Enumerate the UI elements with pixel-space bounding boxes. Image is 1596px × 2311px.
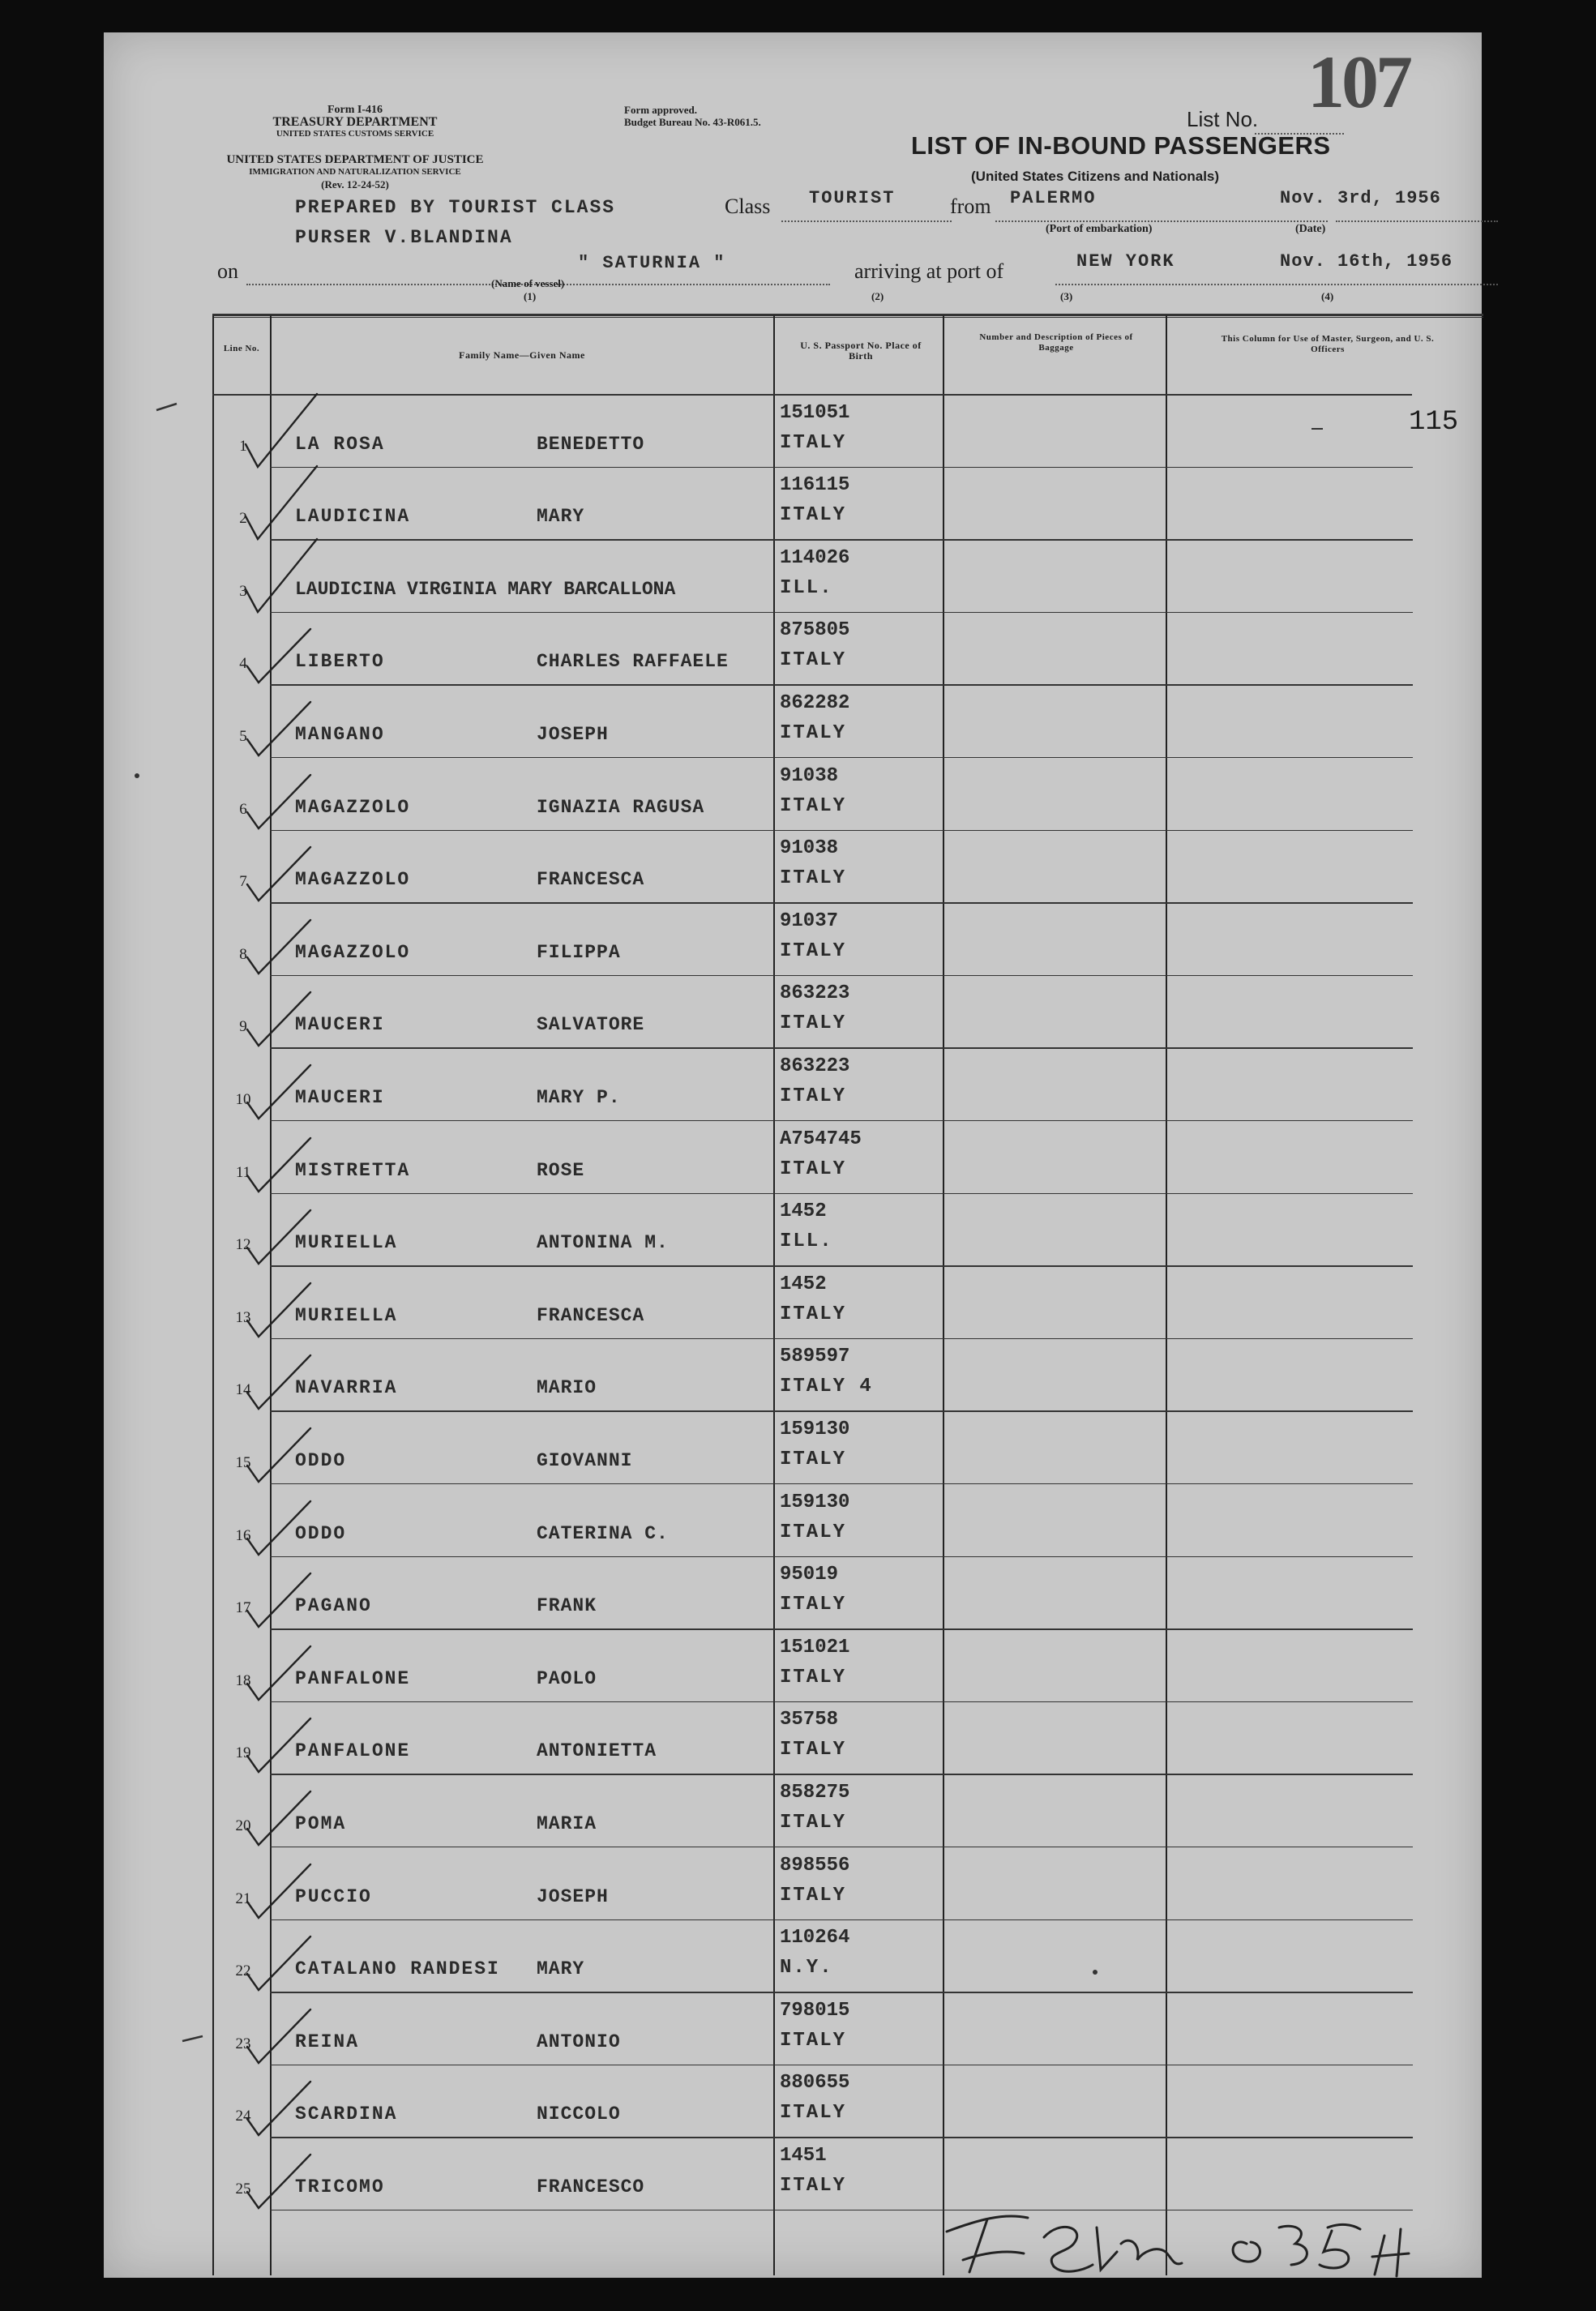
passport-number: 116115 <box>780 474 850 497</box>
passport-number: 880655 <box>780 2072 850 2095</box>
table-row <box>104 1412 1482 1485</box>
table-row <box>104 1485 1482 1558</box>
place-of-birth: ITALY <box>780 1521 847 1543</box>
table-row <box>104 686 1482 759</box>
passport-number: 1451 <box>780 2144 827 2167</box>
passport-number: 151021 <box>780 1636 850 1658</box>
date-caption: (Date) <box>1295 223 1326 235</box>
place-of-birth: ITALY <box>780 2174 847 2197</box>
col-baggage: Number and Description of Pieces of Baggage <box>979 332 1133 353</box>
place-of-birth: ITALY <box>780 721 847 744</box>
line-number: 4 <box>239 655 247 673</box>
passport-number: 91038 <box>780 764 839 787</box>
class-label: Class <box>725 195 771 218</box>
table-row <box>104 1267 1482 1340</box>
line-number: 10 <box>235 1090 251 1108</box>
table-row <box>104 1195 1482 1268</box>
table-row <box>104 1993 1482 2066</box>
given-name: ANTONIO <box>537 2031 621 2052</box>
list-no-value: 107 <box>1307 41 1410 123</box>
margin-mark <box>178 2026 211 2051</box>
place-of-birth: ITALY <box>780 2029 847 2052</box>
line-number: 14 <box>235 1381 251 1399</box>
line-number: 19 <box>235 1744 251 1762</box>
table-row <box>104 469 1482 541</box>
table-row <box>104 1340 1482 1413</box>
passport-number: 159130 <box>780 1491 850 1513</box>
given-name: FILIPPA <box>537 941 621 963</box>
line-number: 18 <box>235 1671 251 1689</box>
family-name: REINA <box>295 2031 360 2052</box>
line-number: 6 <box>239 800 247 818</box>
passport-number: 862282 <box>780 691 850 714</box>
place-of-birth: ITALY <box>780 2102 847 2125</box>
passport-number: 35758 <box>780 1709 839 1731</box>
passport-number: 114026 <box>780 546 850 569</box>
family-name: PAGANO <box>295 1595 372 1617</box>
family-name: MAUCERI <box>295 1086 385 1108</box>
table-row <box>104 1049 1482 1122</box>
given-name: MARY P. <box>537 1086 621 1108</box>
line-number: 15 <box>235 1453 251 1471</box>
passport-number: 589597 <box>780 1346 850 1368</box>
place-of-birth: ITALY <box>780 867 847 890</box>
given-name: JOSEPH <box>537 1885 609 1907</box>
passport-number: 1452 <box>780 1273 827 1295</box>
place-of-birth: ITALY <box>780 1012 847 1035</box>
family-name: LA ROSA <box>295 433 385 455</box>
customs-service: UNITED STATES CUSTOMS SERVICE <box>276 129 434 139</box>
family-name: POMA <box>295 1812 347 1834</box>
col-officers: This Column for Use of Master, Surgeon, and U. S. Officers <box>1221 334 1435 354</box>
table-row <box>104 1122 1482 1195</box>
place-of-birth: ILL. <box>780 1230 833 1253</box>
family-name: LIBERTO <box>295 651 385 673</box>
passport-number: 875805 <box>780 619 850 642</box>
line-number: 5 <box>239 727 247 745</box>
given-name: ANTONINA M. <box>537 1232 669 1254</box>
vessel-col-number: (1) <box>524 290 537 302</box>
given-name: NICCOLO <box>537 2103 621 2125</box>
family-name: ODDO <box>295 1449 347 1471</box>
line-number: 17 <box>235 1599 251 1617</box>
place-of-birth: ITALY <box>780 431 847 454</box>
port-caption: (Port of embarkation) <box>1046 223 1153 235</box>
table-top-border-inner <box>212 317 1483 318</box>
table-row <box>104 1775 1482 1848</box>
given-name: MARIO <box>537 1377 597 1399</box>
family-name: PUCCIO <box>295 1885 372 1907</box>
passport-number: 863223 <box>780 982 850 1005</box>
given-name: FRANCESCO <box>537 2176 645 2198</box>
treasury-department: TREASURY DEPARTMENT <box>272 115 438 129</box>
given-name: ROSE <box>537 1159 585 1181</box>
from-label: from <box>950 195 991 218</box>
given-name: FRANCESCA <box>537 869 645 891</box>
check-mark-icon <box>237 2130 327 2219</box>
passport-number: 1452 <box>780 1200 827 1223</box>
table-row <box>104 977 1482 1050</box>
table-row <box>104 614 1482 687</box>
speck <box>135 773 139 778</box>
officer-annotation: 115 <box>1409 407 1459 438</box>
passport-number: 95019 <box>780 1564 839 1586</box>
place-of-birth: ITALY <box>780 1666 847 1688</box>
form-approved: Form approved. <box>624 104 698 116</box>
col-2-number: (2) <box>871 290 884 302</box>
arriving-label: arriving at port of <box>854 259 1004 283</box>
family-name: MAUCERI <box>295 1014 385 1036</box>
speck <box>1093 1970 1098 1975</box>
given-name: GIOVANNI <box>537 1449 633 1471</box>
family-name: MANGANO <box>295 723 385 745</box>
passport-number: 91038 <box>780 837 839 860</box>
line-number: 21 <box>235 1889 251 1907</box>
line-number: 7 <box>239 873 247 891</box>
place-of-birth: ITALY <box>780 1594 847 1616</box>
budget-bureau: Budget Bureau No. 43-R061.5. <box>624 116 761 128</box>
family-name: MURIELLA <box>295 1232 398 1254</box>
passport-number: 858275 <box>780 1781 850 1804</box>
place-of-birth: ITALY <box>780 794 847 817</box>
given-name: PAOLO <box>537 1667 597 1689</box>
table-row <box>104 396 1482 469</box>
place-of-birth: ITALY 4 <box>780 1376 873 1398</box>
passport-number: 159130 <box>780 1418 850 1440</box>
given-name: JOSEPH <box>537 723 609 745</box>
given-name: MARY <box>537 506 585 528</box>
family-name: NAVARRIA <box>295 1377 398 1399</box>
place-of-birth: ITALY <box>780 1448 847 1470</box>
prepared-by-line1: PREPARED BY TOURIST CLASS <box>295 197 616 218</box>
officer-signature <box>931 2195 1465 2284</box>
justice-department: UNITED STATES DEPARTMENT OF JUSTICE <box>226 153 484 166</box>
table-row <box>104 759 1482 832</box>
vessel-caption: (Name of vessel) <box>491 277 565 289</box>
arrival-port: NEW YORK <box>1076 251 1175 272</box>
table-row <box>104 1703 1482 1776</box>
on-label: on <box>217 259 238 283</box>
passport-number: 110264 <box>780 1927 850 1949</box>
line-number: 16 <box>235 1526 251 1544</box>
family-name: ODDO <box>295 1522 347 1544</box>
family-name: MAGAZZOLO <box>295 796 411 818</box>
line-number: 24 <box>235 2108 251 2125</box>
given-name: MARIA <box>537 1812 597 1834</box>
given-name: CATERINA C. <box>537 1522 669 1544</box>
col-passport: U. S. Passport No. Place of Birth <box>800 340 922 362</box>
given-name: IGNAZIA RAGUSA <box>537 796 705 818</box>
class-value: TOURIST <box>809 188 896 208</box>
passport-number: A754745 <box>780 1128 862 1150</box>
family-name: SCARDINA <box>295 2103 398 2125</box>
family-name: LAUDICINA <box>295 506 411 528</box>
given-name: BENEDETTO <box>537 433 645 455</box>
line-number: 1 <box>239 437 247 455</box>
family-name: PANFALONE <box>295 1667 411 1689</box>
revision: (Rev. 12-24-52) <box>321 178 389 190</box>
table-row <box>104 1848 1482 1921</box>
passport-number: 898556 <box>780 1854 850 1877</box>
line-number: 9 <box>239 1018 247 1036</box>
line-number: 22 <box>235 1962 251 1980</box>
line-number: 3 <box>239 582 247 600</box>
col-3-number: (3) <box>1060 290 1073 302</box>
family-name: PANFALONE <box>295 1740 411 1762</box>
margin-mark <box>152 396 185 420</box>
line-number: 8 <box>239 945 247 963</box>
passport-number: 863223 <box>780 1055 850 1077</box>
manifest-sheet <box>104 32 1482 2278</box>
place-of-birth: ITALY <box>780 939 847 962</box>
col-4-number: (4) <box>1321 290 1334 302</box>
line-number: 25 <box>235 2180 251 2198</box>
given-name: SALVATORE <box>537 1014 645 1036</box>
col-name: Family Name—Given Name <box>459 349 585 361</box>
from-value: PALERMO <box>1010 188 1097 208</box>
given-name: MARY <box>537 1958 585 1980</box>
passport-number: 91037 <box>780 909 839 932</box>
given-name: ANTONIETTA <box>537 1740 657 1762</box>
list-no-label: List No. <box>1187 107 1259 131</box>
family-name: CATALANO RANDESI <box>295 1958 500 1980</box>
arrival-date: Nov. 16th, 1956 <box>1280 251 1453 272</box>
line-number: 20 <box>235 1817 251 1834</box>
place-of-birth: ITALY <box>780 1884 847 1907</box>
line-number: 13 <box>235 1308 251 1326</box>
table-top-border <box>212 314 1483 316</box>
table-row <box>104 541 1482 614</box>
ins-service: IMMIGRATION AND NATURALIZATION SERVICE <box>249 167 461 177</box>
family-name: MISTRETTA <box>295 1159 411 1181</box>
place-of-birth: ITALY <box>780 1811 847 1834</box>
table-row <box>104 832 1482 905</box>
page-subtitle: (United States Citizens and Nationals) <box>971 169 1220 184</box>
table-row <box>104 1558 1482 1631</box>
given-name: FRANK <box>537 1595 597 1617</box>
place-of-birth: ILL. <box>780 576 833 599</box>
table-row <box>104 2066 1482 2139</box>
given-name: FRANCESCA <box>537 1304 645 1326</box>
place-of-birth: ITALY <box>780 1303 847 1325</box>
given-name: CHARLES RAFFAELE <box>537 651 729 673</box>
place-of-birth: ITALY <box>780 1739 847 1761</box>
family-name: MURIELLA <box>295 1304 398 1326</box>
table-row <box>104 1630 1482 1703</box>
family-name: MAGAZZOLO <box>295 869 411 891</box>
line-number: 12 <box>235 1236 251 1254</box>
date-value: Nov. 3rd, 1956 <box>1280 188 1441 208</box>
family-name: LAUDICINA VIRGINIA MARY BARCALLONA <box>295 578 676 600</box>
passport-number: 151051 <box>780 401 850 424</box>
passport-number: 798015 <box>780 1999 850 2022</box>
page-title: LIST OF IN-BOUND PASSENGERS <box>911 131 1331 160</box>
place-of-birth: ITALY <box>780 1158 847 1180</box>
line-number: 23 <box>235 2035 251 2052</box>
family-name: MAGAZZOLO <box>295 941 411 963</box>
table-row <box>104 904 1482 977</box>
family-name: TRICOMO <box>295 2176 385 2198</box>
prepared-by-line2: PURSER V.BLANDINA <box>295 227 513 248</box>
line-number: 2 <box>239 510 247 528</box>
place-of-birth: ITALY <box>780 649 847 672</box>
col-line-no: Line No. <box>223 344 260 353</box>
place-of-birth: ITALY <box>780 504 847 527</box>
passenger-table <box>104 32 1482 2278</box>
table-row <box>104 1921 1482 1994</box>
place-of-birth: N.Y. <box>780 1957 833 1979</box>
vessel-value: " SATURNIA " <box>578 253 726 273</box>
form-number: Form I-416 <box>327 104 383 116</box>
place-of-birth: ITALY <box>780 1085 847 1107</box>
line-number: 11 <box>235 1163 251 1181</box>
